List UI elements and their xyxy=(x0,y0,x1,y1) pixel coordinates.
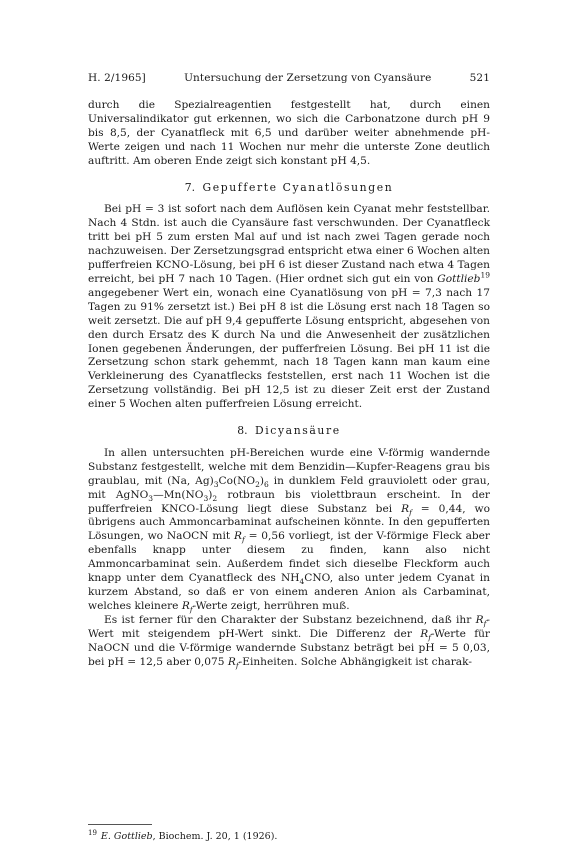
footnote-ref: 19 xyxy=(480,270,490,280)
paragraph-section-7 xyxy=(88,203,490,412)
rf-subscript: f xyxy=(189,605,193,615)
text-run: Co(NO xyxy=(218,474,256,487)
page-number: 521 xyxy=(469,72,490,84)
section-8-title: Dicyansäure xyxy=(255,424,341,438)
rf-symbol: R xyxy=(420,627,429,640)
rf-subscript: f xyxy=(235,660,239,670)
text-run: In allen untersuchten pH-Bereichen wurde eine V-förmig wandernde Substanz festgestellt, welche mit dem Benzidin—Kupfer-Reagens grau bis graublau, mit (Na, Ag) xyxy=(88,446,490,487)
subscript: 3 xyxy=(148,493,154,503)
text-run: -Werte zeigt, herrühren muß. xyxy=(192,599,350,612)
section-7-title: Gepufferte Cyanatlösungen xyxy=(202,180,394,194)
subscript: 3 xyxy=(213,479,219,489)
text-run: ) xyxy=(259,474,265,487)
subscript: 4 xyxy=(299,577,305,587)
text-run: in dunklem Feld grauviolett oder grau, mit AgNO xyxy=(88,474,490,501)
text-run: = 0,56 vorliegt, ist der V-förmige Fleck aber ebenfalls knapp unter diesem zu finden, kann also nicht Ammoncarbaminat sein. Außerdem findet sich dieselbe Fleckform auch knapp unter dem Cyanatfleck des NH xyxy=(88,530,490,585)
author-name: Gottlieb xyxy=(437,272,481,285)
text-run: -Wert mit steigendem pH-Wert sinkt. Die Differenz der xyxy=(88,613,490,640)
text-run: Es ist ferner für den Charakter der Substanz bezeichnend, daß ihr xyxy=(104,613,476,626)
rf-symbol: R xyxy=(475,613,484,626)
rf-symbol: R xyxy=(227,655,236,668)
rf-subscript: f xyxy=(483,618,487,628)
rf-subscript: f xyxy=(428,632,431,642)
section-8-heading xyxy=(88,424,490,438)
header-issue: H. 2/1965] xyxy=(88,72,146,84)
text-run: —Mn(NO xyxy=(153,488,204,501)
subscript: 3 xyxy=(203,493,209,503)
running-header xyxy=(88,72,490,84)
subscript: 6 xyxy=(264,479,269,489)
text-run: rotbraun bis violettbraun erscheint. In der pufferfreien KNCO-Lösung liegt diese Substanz bei xyxy=(88,488,490,515)
subscript: 2 xyxy=(255,479,260,489)
text-run: CNO, also unter jedem Cyanat in kurzem Abstand, so daß er von einem anderen Anion als Carbaminat, welches kleinere xyxy=(88,572,490,612)
section-7-heading xyxy=(88,181,490,195)
footnote xyxy=(88,829,490,842)
subscript: 2 xyxy=(212,493,218,503)
paragraph-section-8-1 xyxy=(88,447,490,614)
footnote-citation: , Biochem. J. 20, 1 (1926). xyxy=(152,831,278,843)
text-run: = 0,44, wo übrigens auch Ammoncarbaminat aufscheinen könnte. In den gepufferten Lösungen, wo NaOCN mit xyxy=(88,502,490,543)
paragraph-section-8-2 xyxy=(88,614,490,670)
rf-symbol: R xyxy=(233,530,242,543)
text-run: -Einheiten. Solche Abhängigkeit ist charak- xyxy=(238,655,472,668)
rf-subscript: f xyxy=(409,507,412,517)
text-run: angegebener Wert ein, wonach eine Cyanatlösung von pH = 7,3 nach 17 Tagen zu 91% zersetzt ist.) Bei pH 8 ist die Lösung erst nach 18 Tagen so weit zersetzt. Die auf pH 9,4 gepufferte Lösung entspricht, abgesehen von den durch Ersatz des K durch Na und die Anwesenheit der zusätzlichen Ionen gegebenen Änderungen, der pufferfreien Lösung. Bei pH 11 ist die Zersetzung schon stark gehemmt, nach 18 Tagen kann man kaum eine Verkleinerung des Cyanatflecks feststellen, erst nach 11 Wochen ist die Zersetzung vollständig. Bei pH 12,5 ist zu dieser Zeit erst der Zustand einer 5 Wochen alten pufferfreien Lösung erreicht. xyxy=(88,286,490,411)
footnote-divider xyxy=(88,824,152,825)
footnote-mark: 19 xyxy=(88,829,97,837)
section-8-number: 8. xyxy=(237,424,248,438)
section-7-number: 7. xyxy=(184,180,196,194)
rf-symbol: R xyxy=(181,599,190,612)
text-run: ) xyxy=(208,488,213,501)
body-text xyxy=(88,99,490,669)
header-title: Untersuchung der Zersetzung von Cyansäure xyxy=(184,72,432,84)
rf-subscript: f xyxy=(241,535,245,545)
paragraph-intro: durch die Spezialreagentien festgestellt hat, durch einen Universalindikator gut erkennen, wo sich die Carbonatzone durch pH 9 bis 8,5, der Cyanatfleck mit 6,5 und darüber weiter abnehmende pH-Werte zeigen und nach 11 Wochen nur mehr die unterste Zone deutlich auftritt. Am oberen Ende zeigt sich konstant pH 4,5. xyxy=(88,99,490,167)
footnote-author: E. Gottlieb xyxy=(100,831,153,843)
text-run: Bei pH = 3 ist sofort nach dem Auflösen kein Cyanat mehr feststellbar. Nach 4 Stdn. ist auch die Cyansäure fast verschwunden. Der Cyanatfleck tritt bei pH 5 zum ersten Mal auf und ist nach zwei Tagen gerade noch nachzuweisen. Der Zersetzungsgrad entspricht etwa einer 6 Wochen alten pufferfreien KCNO-Lösung, bei pH 6 ist dieser Zustand nach etwa 4 Tagen erreicht, bei pH 7 nach 10 Tagen. (Hier ordnet sich gut ein von xyxy=(88,203,490,285)
rf-symbol: R xyxy=(401,502,410,515)
text-run: -Werte für NaOCN und die V-förmige wandernde Substanz beträgt bei pH = 5 0,03, bei pH = 12,5 aber 0,075 xyxy=(88,627,490,668)
